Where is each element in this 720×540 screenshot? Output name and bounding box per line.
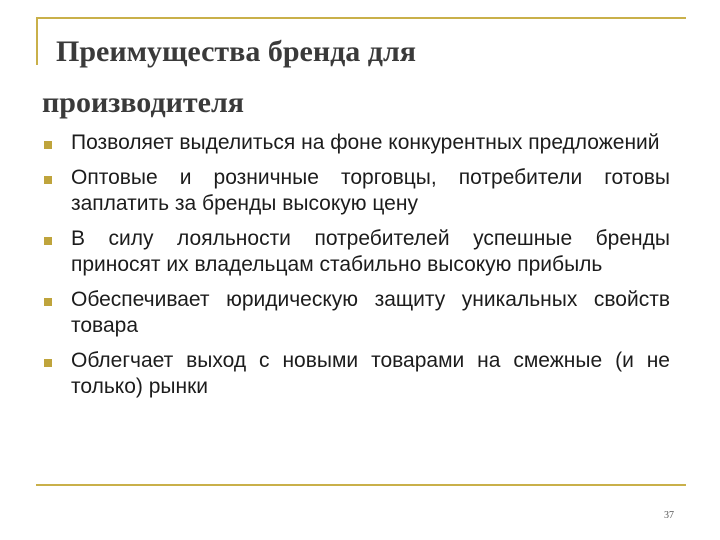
bottom-horizontal-divider [36,484,686,486]
bullet-text: Оптовые и розничные торговцы, потребители готовы заплатить за бренды высокую цену [71,166,670,215]
bullet-item [44,165,670,217]
top-vertical-divider [36,17,38,65]
square-bullet-icon [44,359,52,367]
bullet-item [44,226,670,278]
page-number: 37 [664,510,674,521]
bullet-text: В силу лояльности потребителей успешные бренды приносят их владельцам стабильно высокую прибыль [71,227,670,276]
bullet-item [44,348,670,400]
square-bullet-icon [44,237,52,245]
square-bullet-icon [44,141,52,149]
bullet-text: Облегчает выход с новыми товарами на смежные (и не только) рынки [71,349,670,398]
square-bullet-icon [44,298,52,306]
bullet-text: Позволяет выделиться на фоне конкурентных предложений [71,131,660,154]
top-horizontal-divider [36,17,686,19]
slide-title [42,26,642,128]
bullet-item [44,287,670,339]
square-bullet-icon [44,176,52,184]
bullet-item [44,130,670,156]
slide-title-line-1: Преимущества бренда для [56,35,417,68]
bullet-list [44,130,670,409]
bullet-text: Обеспечивает юридическую защиту уникальных свойств товара [71,288,670,337]
slide-title-line-2: производителя [42,86,245,119]
